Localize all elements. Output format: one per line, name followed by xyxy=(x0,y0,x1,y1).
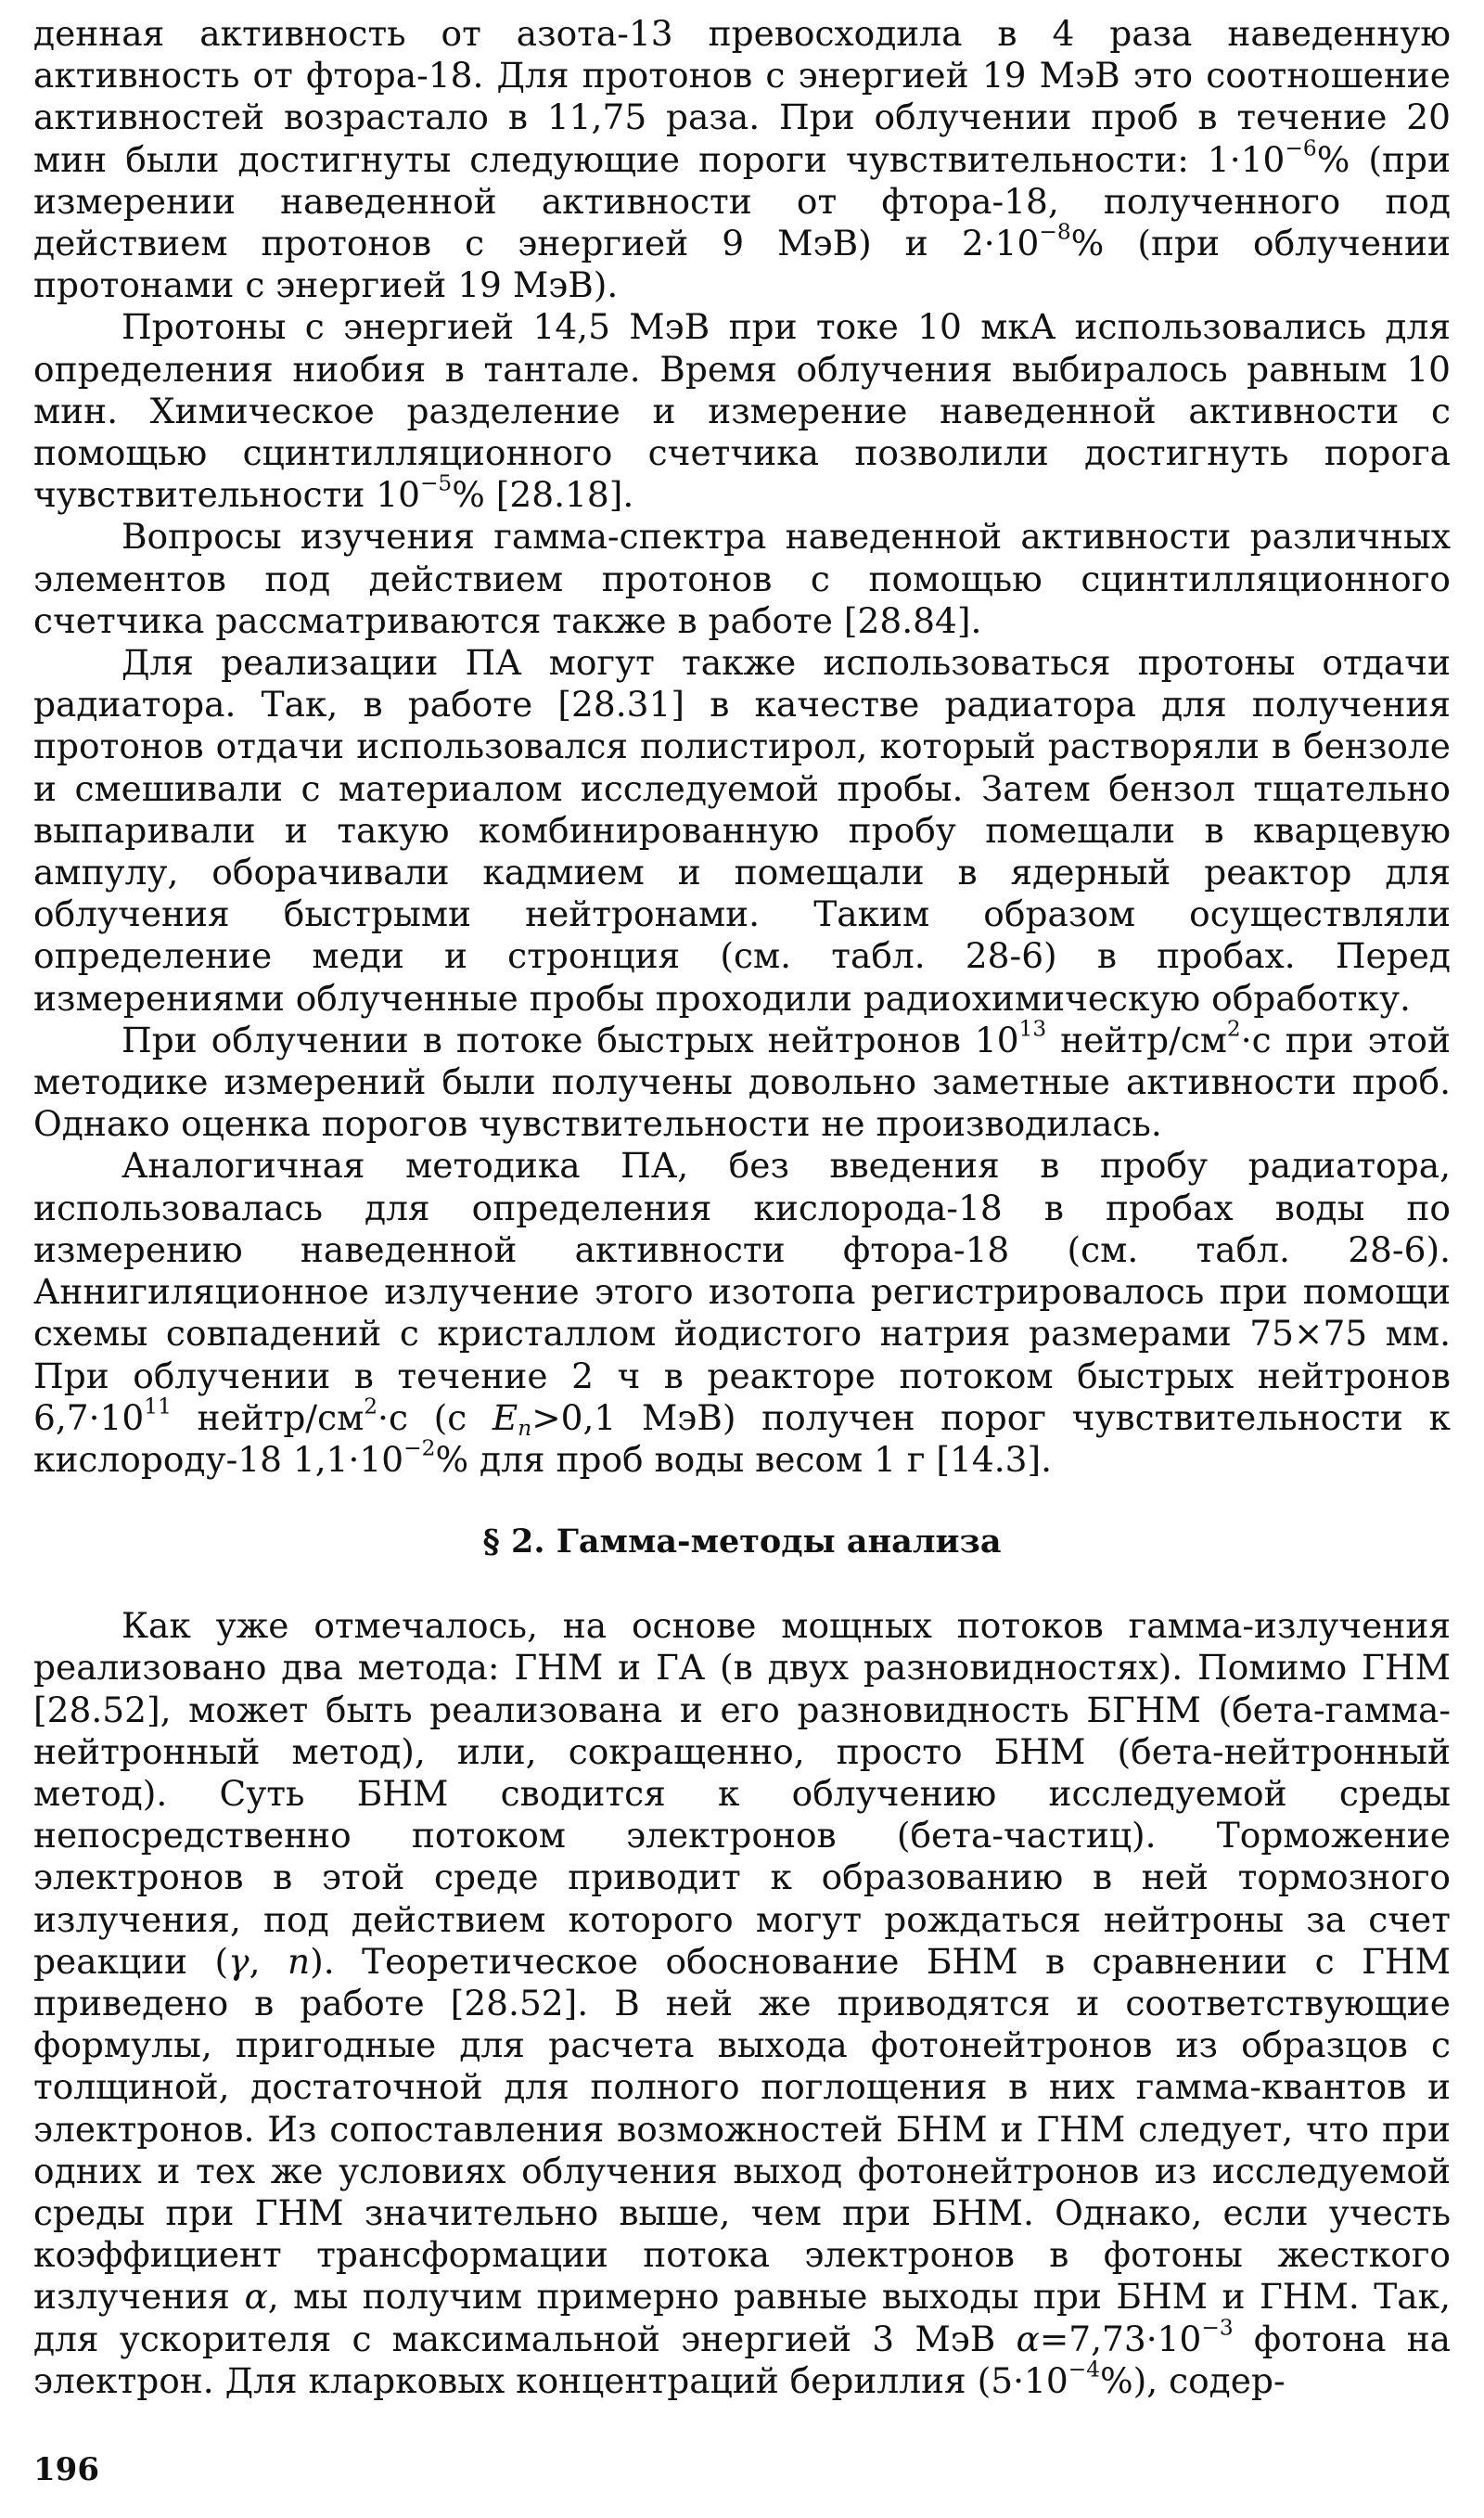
paragraph-4: Для реализации ПА могут также использоваться протоны отдачи радиатора. Так, в работе [28.31] в качестве радиатора для получения протонов отдачи использовался полистирол, который растворяли в бензоле и смешивали с материалом исследуемой пробы. Затем бензол тщательно выпаривали и такую комбинированную пробу помещали в кварцевую ампулу, оборачивали кадмием и помещали в ядерный реактор для облучения быстрыми нейтронами. Таким образом осуществляли определение меди и стронция (см. табл. 28-6) в пробах. Перед измерениями облученные пробы проходили радиохимическую обработку. xyxy=(33,642,1451,1019)
section-heading: § 2. Гамма-методы анализа xyxy=(482,1522,1002,1561)
page-body xyxy=(33,13,1451,2402)
paragraph-5: При облучении в потоке быстрых нейтронов $10^{13}$ нейтр/$см^2\cdot с$ при этой методике измерений были получены довольно заметные активности проб. Однако оценка порогов чувствительности не производилась. xyxy=(33,1016,1451,1145)
paragraph-1: денная активность от азота-13 превосходила в 4 раза наведенную активность от фтора-18. Для протонов с энергией 19 МэВ это соотношение активностей возрастало в 11,75 раза. При облучении проб в течение 20 мин были достигнуты следующие пороги чувствительности: $1\cdot 10^{-6}\%$ (при измерении наведенной активности от фтора-18, полученного под действием протонов с энергией 9 МэВ) и $2\cdot 10^{-8}\%$ (при облучении протонами с энергией 19 МэВ). xyxy=(33,13,1451,306)
paragraph-6: Аналогичная методика ПА, без введения в пробу радиатора, использовалась для определения кислорода-18 в пробах воды по измерению наведенной активности фтора-18 (см. табл. 28-6). Аннигиляционное излучение этого изотопа регистрировалось при помощи схемы совпадений с кристаллом йодистого натрия размерами 75×75 мм. При облучении в течение 2 ч в реакторе потоком быстрых нейтронов $6,7\cdot 10^{11}$ нейтр/$см^2\cdot с$ (с $E_n>0,1$ МэВ) получен порог чувствительности к кислороду-18 $1,1\cdot 10^{-2}\%$ для проб воды весом 1 г [14.3]. xyxy=(33,1145,1451,1480)
page-number: 196 xyxy=(33,2451,99,2488)
paragraph-2: Протоны с энергией 14,5 МэВ при токе 10 мкА использовались для определения ниобия в тантале. Время облучения выбиралось равным 10 мин. Химическое разделение и измерение наведенной активности с помощью сцинтилляционного счетчика позволили достигнуть порога чувствительности $10^{-5}\%$ [28.18]. xyxy=(33,306,1451,516)
paragraph-7: Как уже отмечалось, на основе мощных потоков гамма-излучения реализовано два метода: ГНМ и ГА (в двух разновидностях). Помимо ГНМ [28.52], может быть реализована и его разновидность БГНМ (бета-гамма-нейтронный метод), или, сокращенно, просто БНМ (бета-нейтронный метод). Суть БНМ сводится к облучению исследуемой среды непосредственно потоком электронов (бета-частиц). Торможение электронов в этой среде приводит к образованию в ней тормозного излучения, под действием которого могут рождаться нейтроны за счет реакции (γ, n). Теоретическое обоснование БНМ в сравнении с ГНМ приведено в работе [28.52]. В ней же приводятся и соответствующие формулы, пригодные для расчета выхода фотонейтронов из образцов с толщиной, достаточной для полного поглощения в них гамма-квантов и электронов. Из сопоставления возможностей БНМ и ГНМ следует, что при одних и тех же условиях облучения выход фотонейтронов из исследуемой среды при ГНМ значительно выше, чем при БНМ. Однако, если учесть коэффициент трансформации потока электронов в фотоны жесткого излучения α, мы получим примерно равные выходы при БНМ и ГНМ. Так, для ускорителя с максимальной энергией 3 МэВ $\alpha=7,73\cdot 10^{-3}$ фотона на электрон. Для кларковых концентраций бериллия $(5\cdot 10^{-4}\%)$, содер- xyxy=(33,1605,1452,2401)
paragraph-3: Вопросы изучения гамма-спектра наведенной активности различных элементов под действием протонов с помощью сцинтилляционного счетчика рассматриваются также в работе [28.84]. xyxy=(33,516,1451,641)
